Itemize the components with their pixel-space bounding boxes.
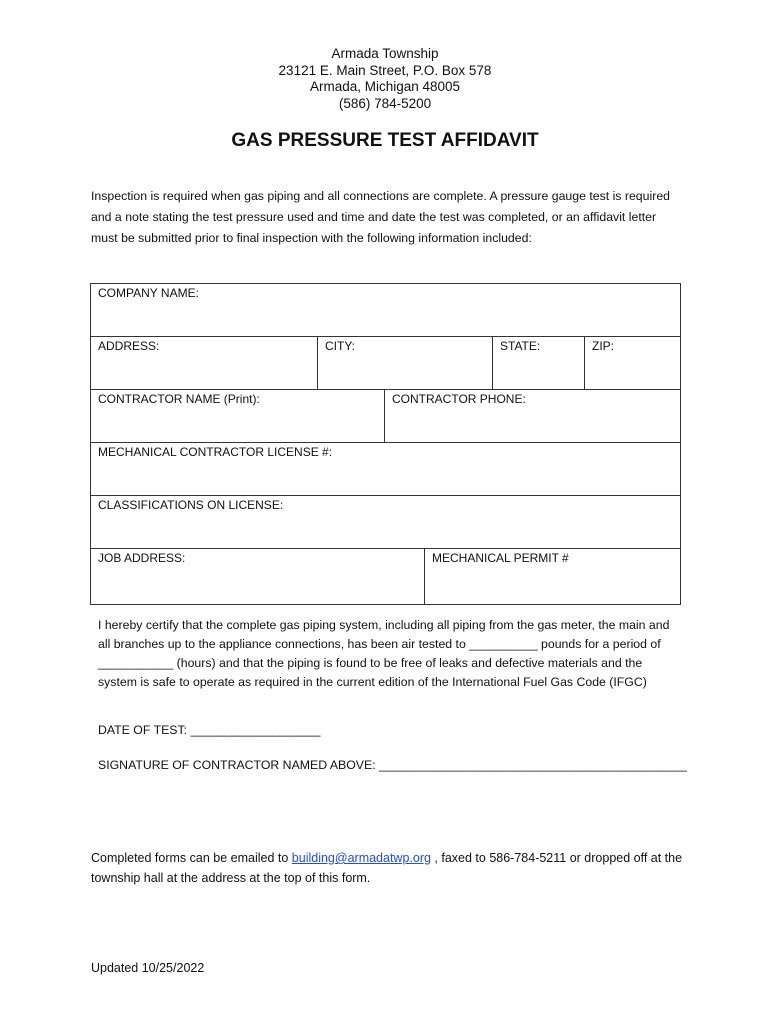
company-name-field[interactable]: COMPANY NAME:	[91, 284, 681, 337]
city-field[interactable]: CITY:	[318, 337, 493, 390]
updated-date: Updated 10/25/2022	[91, 961, 205, 975]
info-form-table	[90, 283, 681, 605]
page-title: GAS PRESSURE TEST AFFIDAVIT	[231, 130, 539, 151]
license-field[interactable]: MECHANICAL CONTRACTOR LICENSE #:	[91, 443, 681, 496]
signature-line[interactable]: SIGNATURE OF CONTRACTOR NAMED ABOVE: _____________________________________________	[98, 758, 687, 772]
contractor-name-field[interactable]: CONTRACTOR NAME (Print):	[91, 390, 385, 443]
address-field[interactable]: ADDRESS:	[91, 337, 318, 390]
intro-paragraph: Inspection is required when gas piping and all connections are complete. A pressure gauge test is required and a note stating the test pressure used and time and date the test was completed, or an affidavit letter must be submitted prior to final inspection with the following information included:	[91, 189, 670, 245]
contractor-phone-field[interactable]: CONTRACTOR PHONE:	[385, 390, 681, 443]
date-of-test-line[interactable]: DATE OF TEST: ___________________	[98, 723, 321, 737]
zip-field[interactable]: ZIP:	[585, 337, 681, 390]
job-address-field[interactable]: JOB ADDRESS:	[91, 549, 425, 605]
classifications-field[interactable]: CLASSIFICATIONS ON LICENSE:	[91, 496, 681, 549]
org-city: Armada, Michigan 48005	[309, 79, 461, 94]
instructions-prefix: Completed forms can be emailed to	[91, 851, 292, 865]
submission-instructions	[91, 848, 691, 888]
org-name: Armada Township	[331, 46, 439, 61]
permit-field[interactable]: MECHANICAL PERMIT #	[425, 549, 681, 605]
org-phone: (586) 784-5200	[338, 95, 432, 111]
email-link[interactable]: building@armadatwp.org	[291, 851, 431, 865]
state-field[interactable]: STATE:	[493, 337, 585, 390]
letterhead	[0, 46, 770, 112]
org-street: 23121 E. Main Street, P.O. Box 578	[278, 62, 492, 78]
certification-paragraph: I hereby certify that the complete gas piping system, including all piping from the gas meter, the main and all branches up to the appliance connections, has been air tested to __________ pounds for a period of ___________ (hours) and that the piping is found to be free of leaks and defective materials and the system is safe to operate as required in the current edition of the International Fuel Gas Code (IFGC)	[98, 618, 670, 689]
instructions-suffix: , faxed to 586-784-5211 or dropped off at the township hall at the address at the top of this form.	[91, 851, 683, 885]
